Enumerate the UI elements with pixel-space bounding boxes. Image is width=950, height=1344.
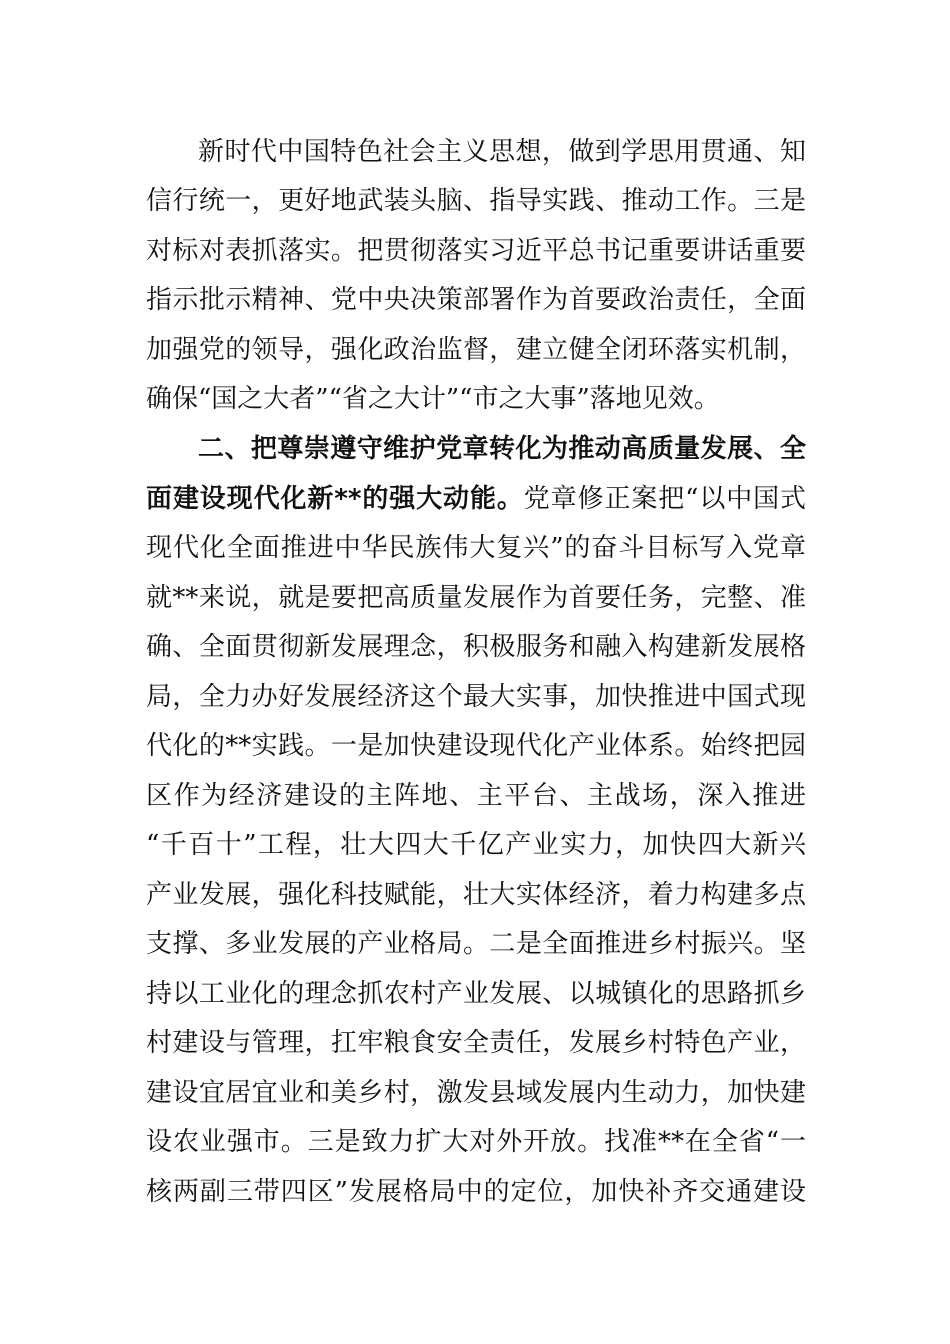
paragraph-line: “千百十”工程，壮大四大千亿产业实力，加快四大新兴 — [146, 830, 806, 860]
paragraph-line: 对标对表抓落实。把贯彻落实习近平总书记重要讲话重要 — [146, 236, 806, 266]
paragraph-line: 区作为经济建设的主阵地、主平台、主战场，深入推进 — [146, 781, 806, 811]
paragraph-line: 现代化全面推进中华民族伟大复兴”的奋斗目标写入党章 — [146, 533, 806, 563]
paragraph-line: 设农业强市。三是致力扩大对外开放。找准**在全省“一 — [146, 1127, 806, 1157]
paragraph-line: 村建设与管理，扛牢粮食安全责任，发展乡村特色产业， — [146, 1028, 806, 1058]
paragraph-line: 加强党的领导，强化政治监督，建立健全闭环落实机制， — [146, 335, 806, 365]
section-heading-text: 面建设现代化新**的强大动能。 — [146, 484, 524, 514]
paragraph-line: 建设宜居宜业和美乡村，激发县域发展内生动力，加快建 — [146, 1078, 806, 1108]
section-heading-line — [198, 434, 806, 464]
paragraph-line: 确保“国之大者”“省之大计”“市之大事”落地见效。 — [146, 384, 720, 414]
section-heading-line — [146, 484, 806, 514]
paragraph-line: 支撑、多业发展的产业格局。二是全面推进乡村振兴。坚 — [146, 929, 806, 959]
paragraph-line: 就**来说，就是要把高质量发展作为首要任务，完整、准 — [146, 583, 806, 613]
paragraph-line: 信行统一，更好地武装头脑、指导实践、推动工作。三是 — [146, 186, 806, 216]
paragraph-line: 产业发展，强化科技赋能，壮大实体经济，着力构建多点 — [146, 880, 806, 910]
paragraph-line: 新时代中国特色社会主义思想，做到学思用贯通、知 — [198, 137, 806, 167]
paragraph-line: 代化的**实践。一是加快建设现代化产业体系。始终把园 — [146, 731, 806, 761]
paragraph-line: 确、全面贯彻新发展理念，积极服务和融入构建新发展格 — [146, 632, 806, 662]
paragraph-line: 持以工业化的理念抓农村产业发展、以城镇化的思路抓乡 — [146, 979, 806, 1009]
paragraph-text: 党章修正案把“以中国式 — [523, 484, 807, 514]
paragraph-line: 指示批示精神、党中央决策部署作为首要政治责任，全面 — [146, 285, 806, 315]
paragraph-line: 局，全力办好发展经济这个最大实事，加快推进中国式现 — [146, 682, 806, 712]
section-heading-text: 二、把尊崇遵守维护党章转化为推动高质量发展、全 — [198, 434, 806, 464]
paragraph-line: 核两副三带四区”发展格局中的定位，加快补齐交通建设 — [146, 1177, 806, 1207]
